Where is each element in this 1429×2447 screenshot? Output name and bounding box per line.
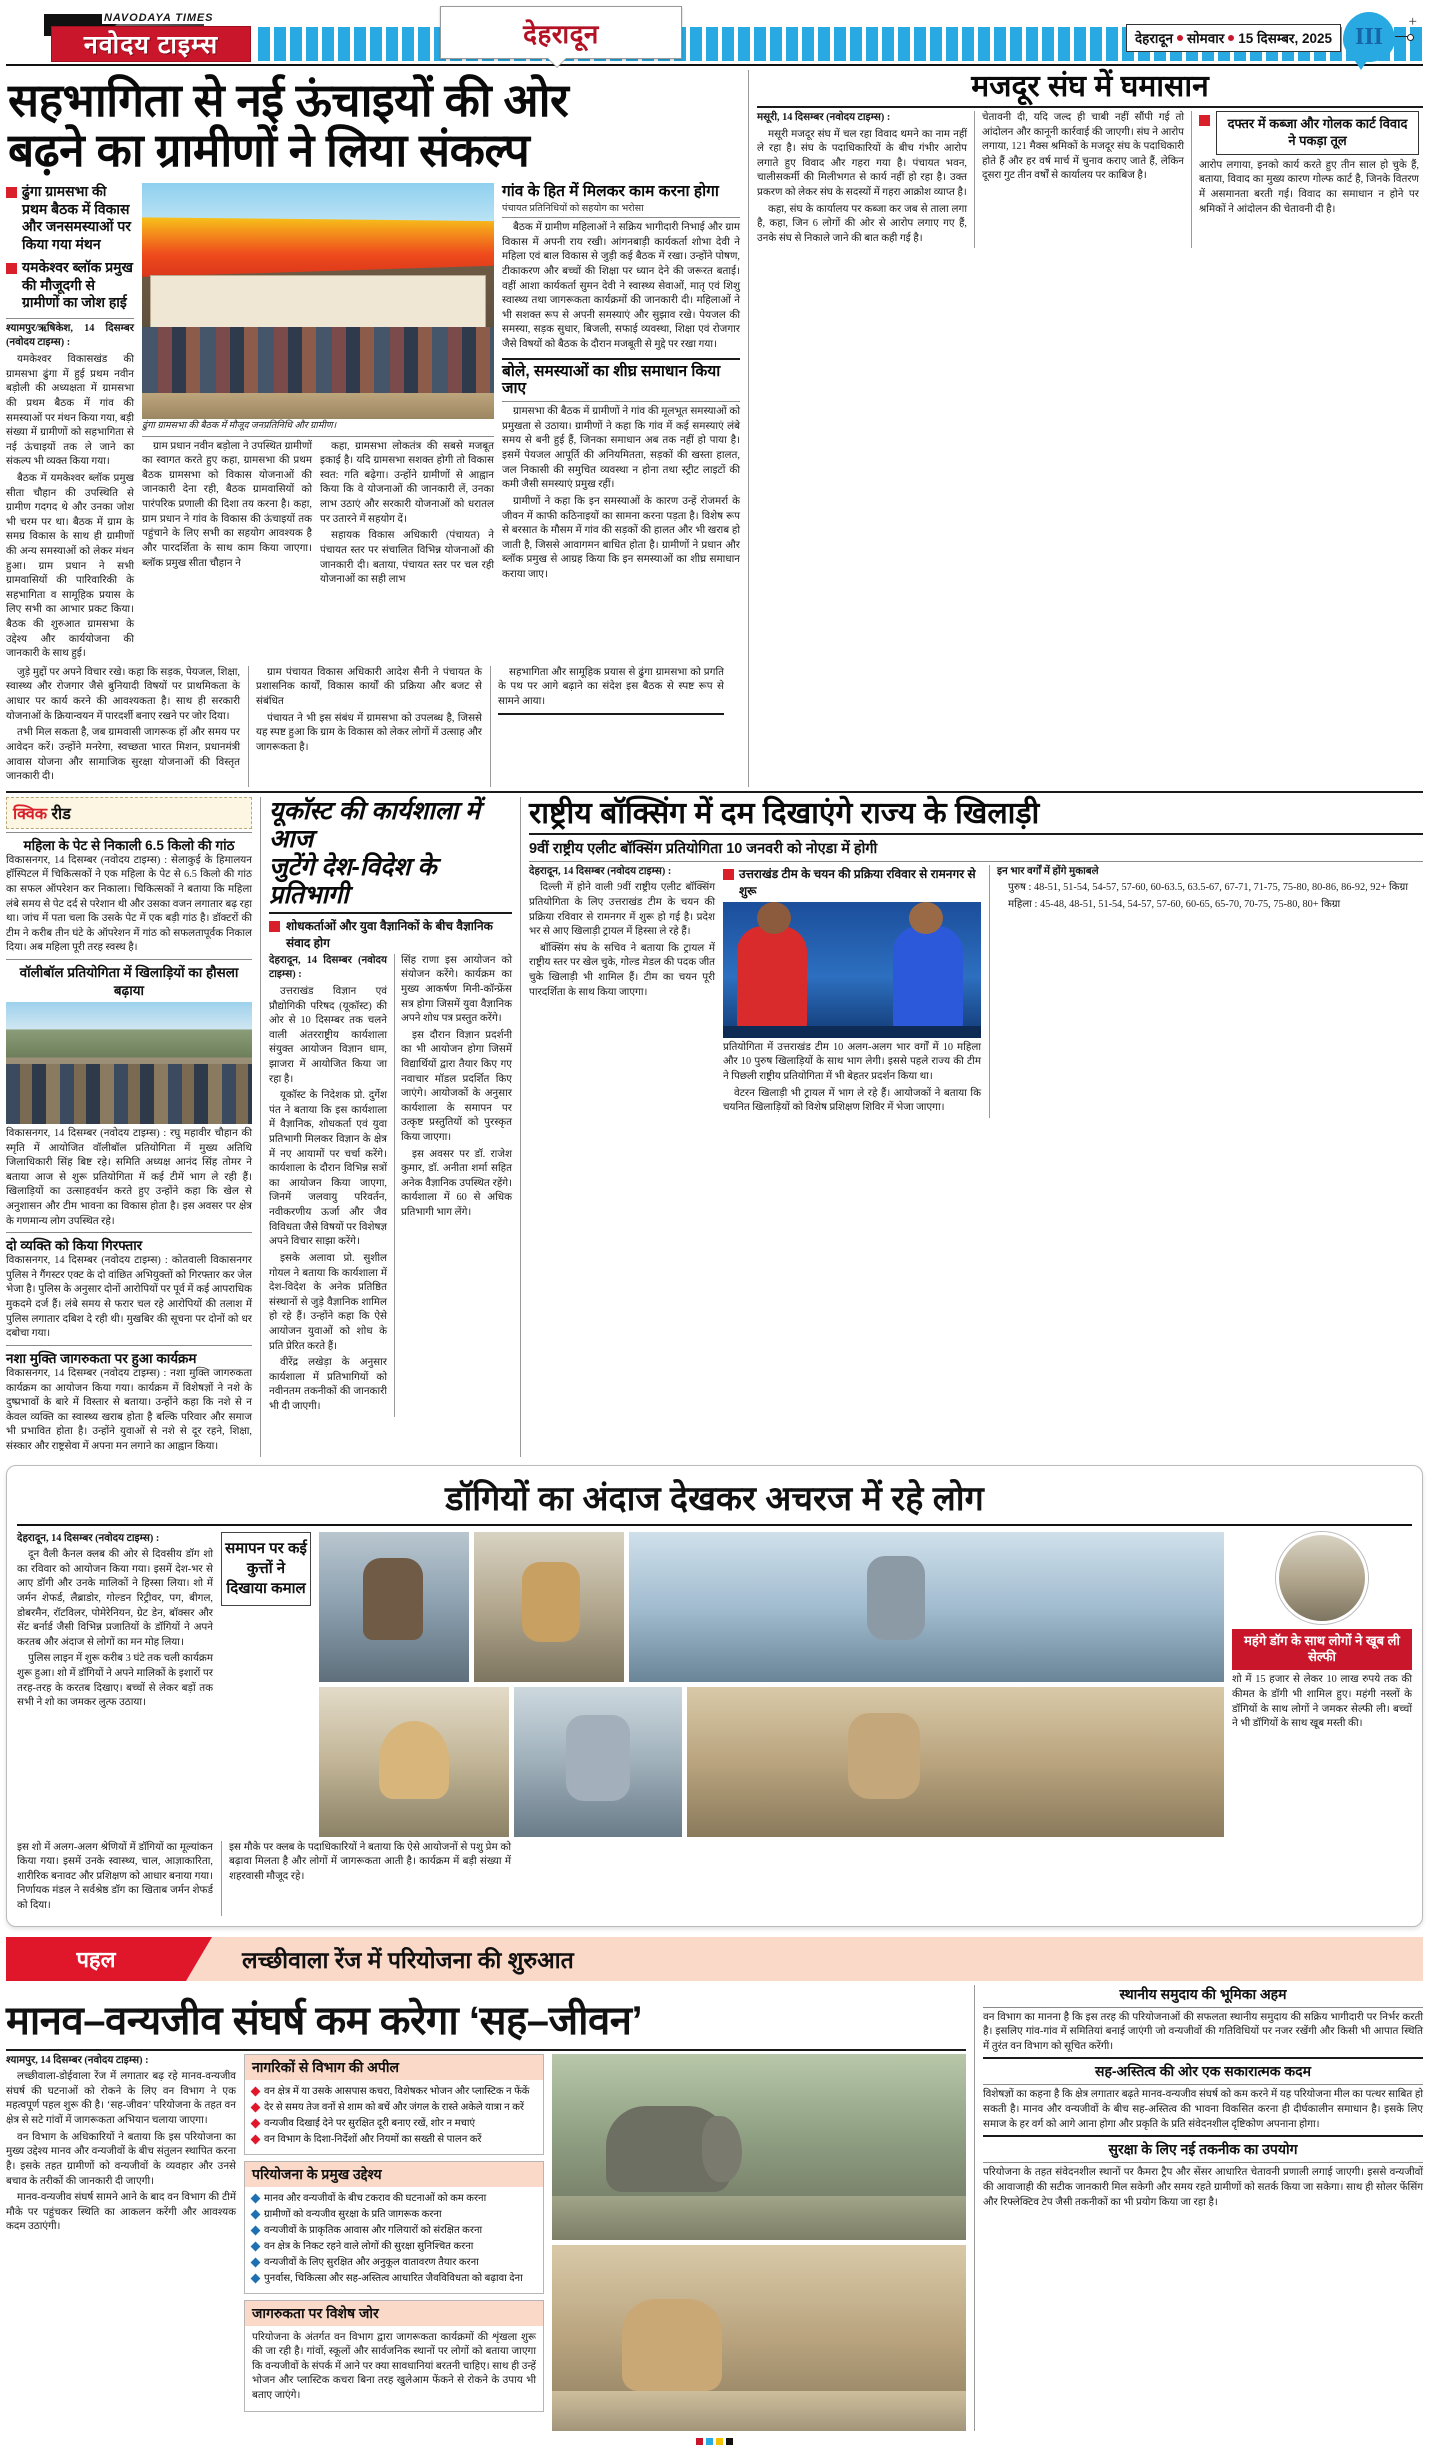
dog-callout-right-title: महंगे डॉग के साथ लोगों ने खूब ली सेल्फी [1232, 1629, 1412, 1671]
divider [983, 2084, 1423, 2085]
pahal-p1: लच्छीवाला-डोईवाला रेंज में लगातार बढ़ रहे मानव-वन्यजीव संघर्ष की घटनाओं को रोकने के लिए वन विभाग ने एक महत्वपूर्ण पहल शुरू की है। ‘सह-जीवन’ परियोजना के तहत वन क्षेत्र से सटे गांवों में जागरूकता अभियान चलाया जाएगा। [6, 2071, 236, 2127]
objective-text: वन्यजीवों के प्राकृतिक आवास और गलियारों को संरक्षित करना [264, 2224, 483, 2236]
dog-callout-left-col [221, 1532, 311, 1837]
sub2-para3: पंचायत ने भी इस संबंध में ग्रामसभा को उपलब्ध है, जिससे यह स्पष्ट हुआ कि ग्राम के विकास को लेकर लोगों में उत्साह और जागरूकता है। [256, 712, 482, 753]
appeal-box [244, 2054, 544, 2155]
ucost-bullet: शोधकर्ताओं और युवा वैज्ञानिकों के बीच वैज्ञानिक संवाद होग [286, 918, 493, 950]
majdoor-col4-text [1199, 159, 1419, 217]
subhead-1-kicker: पंचायत प्रतिनिधियों को सहयोग का भरोसा [502, 203, 644, 215]
dog-circle-photo [1276, 1532, 1368, 1624]
page-number: III [1354, 23, 1384, 50]
dateline-day: सोमवार [1187, 31, 1225, 46]
majdoor-col1-text: मसूरी मजदूर संघ में चल रहा विवाद थमने का नाम नहीं ले रहा है। संघ के पदाधिकारियों के बीच गंभीर आरोप लगाते हुए विवाद और गहरा गया है। पंचायत भवन, चालीसकर्मी की मिलीभगत से कार्य नहीं हो रहा है। उक्त प्रकरण को लेकर संघ के सदस्यों में गहरा आक्रोश व्याप्त है। [757, 128, 967, 199]
bullet-dot-icon [1228, 35, 1234, 41]
pahal-band [6, 1937, 1423, 1981]
boxing-c1: दिल्ली में होने वाली 9वीं राष्ट्रीय एलीट बॉक्सिंग प्रतियोगिता के लिए उत्तराखंड टीम के चयन की प्रक्रिया रविवार से रामनगर में शुरू हो गई है। प्रदेश भर से आए खिलाड़ी ट्रायल में हिस्सा ले रहे हैं। [529, 882, 715, 938]
qr-item2-title: वॉलीबॉल प्रतियोगिता में खिलाड़ियों का हौसला बढ़ाया [19, 965, 239, 998]
objectives-box [244, 2161, 544, 2294]
boxing-col-1 [529, 865, 715, 1118]
dog-dateline: देहरादून, 14 दिसम्बर (नवोदय टाइम्स) : [17, 1532, 160, 1544]
boxing-match-photo [723, 902, 981, 1038]
appeal-item [252, 2133, 536, 2146]
ucost-col-2 [394, 954, 512, 1417]
objectives-box-title: परियोजना के प्रमुख उद्देश्य [245, 2162, 543, 2187]
dog-p2: पुलिस लाइन में शुरू करीब 3 घंटे तक चली कार्यक्रम शुरू हुआ। शो में डॉगियों ने अपने मालिकों के इशारों पर तरह-तरह के करतब दिखाए। बच्चों से लेकर बड़ों तक सभी ने शो का जमकर लुत्फ उठाया। [17, 1653, 213, 1709]
objective-text: मानव और वन्यजीवों के बीच टकराव की घटनाओं को कम करना [264, 2192, 487, 2204]
pahal-p3: मानव-वन्यजीव संघर्ष सामने आने के बाद वन विभाग की टीमें मौके पर पहुंचकर स्थिति का आकलन करेंगी और आवश्यक कदम उठाएंगी। [6, 2192, 236, 2233]
diamond-bullet-icon [251, 2118, 261, 2128]
boxing-subtitle: 9वीं राष्ट्रीय एलीट बॉक्सिंग प्रतियोगिता 10 जनवरी को नोएडा में होगी [529, 840, 878, 857]
boxing-story [520, 797, 1423, 1457]
lead-col3-para3: ग्राम पंचायत विकास अधिकारी आदेश सैनी ने पंचायत के प्रशासनिक कार्यों, विकास कार्यों की प्रक्रिया और बजट से संबंधित [256, 666, 482, 708]
newspaper-logo[interactable] [6, 6, 258, 62]
dog-photo-4 [319, 1687, 509, 1837]
divider [983, 2135, 1423, 2137]
pahal-right-col [974, 1985, 1423, 2431]
appeal-item-text: देर से समय तेज वनों से शाम को बचें और जंगल के रास्ते अकेले यात्रा न करें [264, 2101, 524, 2113]
majdoor-col3-text: चेतावनी दी, यदि जल्द ही चाबी नहीं सौंपी गई तो आंदोलन और कानूनी कार्रवाई की जाएगी। संघ ने आरोप लगाया, 121 मैक्स श्रमिकों के मजदूर संघ के पदाधिकारी होते हैं और हर वर्ष मार्च में चुनाव कराए जाते हैं, लेकिन दूसरा गुट तीन वर्षों से कार्यालय पर काबिज है। [982, 112, 1184, 182]
objective-text: वन्यजीवों के लिए सुरक्षित और अनुकूल वातावरण तैयार करना [264, 2256, 479, 2268]
dog-bottom-col1 [17, 1841, 213, 1916]
divider [983, 2057, 1423, 2059]
boxing-center-body [723, 1041, 981, 1116]
dog-photo-6 [687, 1687, 1224, 1837]
logo-english-name: NAVODAYA TIMES [104, 12, 214, 24]
qr-item4-body: विकासनगर, 14 दिसम्बर (नवोदय टाइम्स) : नशा मुक्ति जागरुकता कार्यक्रम का आयोजन किया गया। कार्यक्रम में विशेषज्ञों ने नशे के दुष्प्रभावों के बारे में विस्तार से बताया। उन्होंने कहा कि नशे से न केवल व्यक्ति का स्वास्थ्य खराब होता है बल्कि परिवार और समाज भी प्रभावित होता है। उन्होंने युवाओं से नशे से दूर रहने, शिक्षा, संस्कार और राष्ट्रसेवा में अपना मन लगाने का आह्वान किया। [6, 1367, 252, 1452]
color-chip-red [696, 2438, 703, 2445]
majdoor-sangh-story [748, 70, 1423, 787]
boxing-weights-men: पुरुष : 48-51, 51-54, 54-57, 57-60, 60-63.5, 63.5-67, 67-71, 71-75, 75-80, 80-86, 86-92, 92+ किग्रा [1008, 882, 1409, 894]
sub1-para1: बैठक में ग्रामीण महिलाओं ने सक्रिय भागीदारी निभाई और ग्राम विकास में अपनी राय रखी। आंगनबाड़ी कार्यकर्ता शोभा देवी ने महिला एवं बाल विकास से जुड़ी कई बैठक में रखा। उन्होंने पोषण, टीकाकरण और बच्चों की शिक्षा पर ध्यान देने की जरूरत बताई। वहीं आशा कार्यकर्ता सुमन देवी ने स्वास्थ्य सेवाओं, मातृ एवं शिशु स्वास्थ्य तथा जागरूकता कार्यक्रमों की जानकारी दी। महिलाओं ने भी सशक्त रूप से अपनी समस्याएं और सुझाव रखे। पेयजल की समस्या, सड़क सुधार, बिजली, सफाई व्यवस्था, शिक्षा एवं रोजगार जैसे विषयों को बैठक के दौरान मजबूती से मुद्दे पर रखा गया। [502, 222, 740, 351]
objective-item [252, 2208, 536, 2221]
lead-dateline: श्यामपुर/ऋषिकेश, 14 दिसम्बर (नवोदय टाइम्स) : [6, 322, 134, 349]
lead-story [6, 70, 740, 787]
divider [757, 106, 1423, 108]
bottom-section [6, 1985, 1423, 2431]
ucost-r1: सिंह राणा इस आयोजन को संयोजन करेंगे। कार्यक्रम का मुख्य आकर्षण मिनी-कॉन्फ्रेंस सत्र होगा जिसमें युवा वैज्ञानिक अपने शोध पत्र प्रस्तुत करेंगे। [401, 954, 512, 1025]
qr-item4-title: नशा मुक्ति जागरुकता पर हुआ कार्यक्रम [6, 1350, 197, 1366]
logo-red-box [51, 26, 251, 62]
appeal-item [252, 2085, 536, 2098]
focus-box-title: जागरुकता पर विशेष जोर [245, 2301, 543, 2326]
masthead-rule [6, 64, 1423, 66]
lead-lower-col3 [490, 666, 724, 787]
ucost-dateline: देहरादून, 14 दिसम्बर (नवोदय टाइम्स) : [269, 954, 387, 981]
lead-lower-col1 [6, 666, 240, 787]
dateline-date: 15 दिसम्बर, 2025 [1238, 31, 1332, 46]
section-divider [6, 791, 1423, 793]
majdoor-headline: मजदूर संघ में घमासान [971, 70, 1209, 103]
footer-registration-marks [6, 2437, 1423, 2447]
connector-tick-icon [1395, 36, 1409, 37]
logo-hindi-name: नवोदय टाइम्स [83, 31, 219, 59]
qr-item3-title: दो व्यक्ति को किया गिरफ्तार [6, 1238, 143, 1254]
sub2-para1: ग्रामसभा की बैठक में ग्रामीणों ने गांव की मूलभूत समस्याओं को प्रमुखता से उठाया। ग्रामीणों ने कहा कि गांव में कई समस्याएं लंबे समय से बनी हुई हैं, जिनका समाधान अब तक नहीं हो पाया है। इसमें पेयजल आपूर्ति की अनियमितता, सड़कों की खस्ता हालत, जल निकासी की समुचित व्यवस्था न होना तथा स्ट्रीट लाइटों की कमी जैसी समस्याएं प्रमुख रहीं। [502, 406, 740, 491]
diamond-bullet-icon [251, 2257, 261, 2267]
city-edition-name: देहरादून [523, 18, 599, 49]
ucost-col-1 [269, 954, 387, 1417]
boxing-dateline: देहरादून, 14 दिसम्बर (नवोदय टाइम्स) : [529, 865, 672, 877]
dog-callout-right-body: शो में 15 हजार से लेकर 10 लाख रुपये तक की कीमत के डॉगी भी शामिल हुए। महंगी नस्लों के डॉगियों के साथ लोगों ने जमकर सेल्फी ली। बच्चों ने भी डॉगियों के साथ खूब मस्ती की। [1232, 1674, 1412, 1730]
divider [142, 436, 494, 437]
majdoor-col2-text: कहा, संघ के कार्यालय पर कब्जा कर जब से ताला लगा है, कहा, जिन 6 लोगों की ओर से आरोप लगाए गए हैं, उनके संघ से निकाले जाने की बात कही गई है। [757, 203, 967, 244]
majdoor-col-3 [1191, 111, 1419, 248]
objective-item [252, 2272, 536, 2285]
ucost-headline-line2: जुटेंगे देश-विदेश के प्रतिभागी [269, 852, 437, 909]
top-section [6, 70, 1423, 787]
quick-read-column [6, 797, 252, 1457]
lead-lower-row [6, 666, 740, 787]
diamond-bullet-icon [251, 2209, 261, 2219]
diamond-bullet-icon [251, 2102, 261, 2112]
quick-read-box [6, 797, 252, 829]
crop-mark-icon: + [1408, 14, 1417, 30]
subarticle-1-body [502, 221, 740, 352]
appeal-item-text: वन क्षेत्र में या उसके आसपास कचरा, विशेषकर भोजन और प्लास्टिक न फेंकें [264, 2085, 530, 2097]
pahal-headline: मानव–वन्यजीव संघर्ष कम करेगा ‘सह–जीवन’ [6, 1998, 643, 2043]
appeal-item-text: वन्यजीव दिखाई देने पर सुरक्षित दूरी बनाए रखें, शोर न मचाएं [264, 2117, 476, 2129]
divider [6, 1232, 252, 1233]
dog-p1: दून वैली कैनल क्लब की ओर से दिवसीय डॉग शो का रविवार को आयोजन किया गया। इसमें देश-भर से आए डॉगी और उनके मालिकों ने हिस्सा लिया। शो में जर्मन शेफर्ड, लैब्राडोर, गोल्डन रिट्रीवर, पग, बीगल, डोबरमैन, रॉटविलर, पोमेरेनियन, ग्रेट डेन, बॉक्सर और सेंट बर्नार्ड जैसी विभिन्न प्रजातियों के डॉगियों ने अपने करतब और अंदाज से लोगों का मन मोह लिया। [17, 1549, 213, 1648]
diamond-bullet-icon [251, 2134, 261, 2144]
divider [529, 833, 1423, 835]
pahal-photo-col [552, 2054, 966, 2431]
color-chip-black [726, 2438, 733, 2445]
divider [502, 358, 740, 360]
diamond-bullet-icon [251, 2241, 261, 2251]
masthead [6, 0, 1423, 62]
right1-body: वन विभाग का मानना है कि इस तरह की परियोजनाओं की सफलता स्थानीय समुदाय की सक्रिय भागीदारी पर निर्भर करती है। इसलिए गांव-गांव में समितियां बनाई जाएंगी जो वन्यजीवों की गतिविधियों पर नजर रखेंगी और किसी भी आपात स्थिति में तुरंत वन विभाग को सूचित करेंगी। [983, 2011, 1423, 2052]
ucost-r2: इस दौरान विज्ञान प्रदर्शनी का भी आयोजन होगा जिसमें विद्यार्थियों द्वारा तैयार किए गए नवाचार मॉडल प्रदर्शित किए जाएंगे। आयोजकों के अनुसार कार्यशाला के समापन पर उत्कृष्ट प्रस्तुतियों को पुरस्कृत किया जाएगा। [401, 1029, 512, 1144]
ucost-headline-line1: यूकॉस्ट की कार्यशाला में आज [269, 796, 481, 853]
divider [498, 713, 724, 715]
majdoor-col-2 [974, 111, 1184, 248]
masthead-dateline [1126, 24, 1341, 52]
objective-item [252, 2240, 536, 2253]
objective-item [252, 2192, 536, 2205]
dog-photo-3 [629, 1532, 1224, 1682]
qr-item3-body: विकासनगर, 14 दिसम्बर (नवोदय टाइम्स) : कोतवाली विकासनगर पुलिस ने गैंगस्टर एक्ट के दो वांछित अभियुक्तों को गिरफ्तार कर जेल भेजा है। पुलिस के अनुसार दोनों आरोपियों पर पूर्व में कई आपराधिक मुकदमे दर्ज हैं। लंबे समय से फरार चल रहे आरोपियों की तलाश में पुलिस लगातार दबिश दे रही थी। मुखबिर की सूचना पर दोनों को धर दबोचा गया। [6, 1255, 252, 1340]
divider [983, 2007, 1423, 2008]
lead-bullet-list [6, 183, 134, 664]
majdoor-callout: दफ्तर में कब्जा और गोलक कार्ट विवाद ने पकड़ा तूल [1216, 111, 1419, 155]
dog-p4: इस मौके पर क्लब के पदाधिकारियों ने बताया कि ऐसे आयोजनों से पशु प्रेम को बढ़ावा मिलता है और लोगों में जागरूकता आती है। कार्यक्रम में बड़ी संख्या में शहरवासी मौजूद रहे। [229, 1841, 511, 1882]
lead-column-3 [502, 183, 740, 664]
appeal-item-text: वन विभाग के दिशा-निर्देशों और नियमों का सख्ती से पालन करें [264, 2133, 482, 2145]
objective-text: वन क्षेत्र के निकट रहने वाले लोगों की सुरक्षा सुनिश्चित करना [264, 2240, 474, 2252]
sub1-para2: सहभागिता और सामूहिक प्रयास से ढुंगा ग्रामसभा को प्रगति के पथ पर आगे बढ़ाने का संदेश इस बैठक से स्पष्ट रूप से सामने आया। [498, 666, 724, 708]
pahal-dateline: श्यामपुर, 14 दिसम्बर (नवोदय टाइम्स) : [6, 2054, 149, 2066]
page-number-bubble [1343, 12, 1395, 62]
lead-column-2b [320, 440, 494, 590]
subarticle-2-body [502, 405, 740, 582]
focus-box [244, 2300, 544, 2412]
majdoor-col4-para: आरोप लगाया, इनको कार्य करते हुए तीन साल हो चुके हैं, बताया, विवाद का मुख्य कारण गोल्फ कार्ट है, जिनके वितरण में असमानता बरती गई। विवाद का समाधान न होने पर श्रमिकों ने आंदोलन की चेतावनी दी है। [1199, 159, 1419, 215]
qr-item2-body: विकासनगर, 14 दिसम्बर (नवोदय टाइम्स) : रघु महावीर चौहान की स्मृति में आयोजित वॉलीबॉल प्रतियोगिता में मुख्य अतिथि जिलाधिकारी सिंह बिष्ट रहे। समिति अध्यक्ष आनंद सिंह तोमर ने बताया आज से शुरू प्रतियोगिता में कई टीमें भाग ले रही हैं। खिलाड़ियों का उत्साहवर्धन करते हुए उन्होंने कहा कि खेल से अनुशासन और टीम भावना का विकास होता है। इस अवसर पर क्षेत्र के गणमान्य लोग उपस्थित रहे। [6, 1128, 252, 1227]
dog-callout-right-col [1232, 1532, 1412, 1837]
divider [6, 318, 134, 319]
divider [6, 832, 252, 833]
dog-bottom-col2 [221, 1841, 511, 1916]
volleyball-photo [6, 1002, 252, 1124]
lead-bullet-text: यमकेश्वर ब्लॉक प्रमुख की मौजूदगी से ग्रामीणों का जोश हाई [22, 259, 134, 311]
divider [983, 2162, 1423, 2163]
lead-column-1 [6, 322, 134, 662]
divider [6, 959, 252, 960]
diamond-bullet-icon [251, 2193, 261, 2203]
lead-bullet-item [6, 183, 134, 253]
dog-text-col [17, 1532, 213, 1837]
objective-item [252, 2224, 536, 2237]
lead-col2-para1: ग्राम प्रधान नवीन बड़ोला ने उपस्थित ग्रामीणों का स्वागत करते हुए कहा, ग्रामसभा की प्रथम बैठक ग्रामसभा को विकास योजनाओं की जानकारी देना रही, बैठक ग्रामवासियों को पारंपरिक प्रणाली की दिशा तय करना है। कहा, ग्राम प्रधान ने गांव के विकास की ऊंचाइयों तक पहुंचाने के लिए सभी का सहयोग आवश्यक है और पारदर्शिता के साथ काम किया जाएगा। ब्लॉक प्रमुख सीता चौहान ने [142, 440, 312, 569]
appeal-box-title: नागरिकों से विभाग की अपील [245, 2055, 543, 2080]
lead-col1-para2: बैठक में यमकेश्वर ब्लॉक प्रमुख सीता चौहान की उपस्थिति से ग्रामीण गदगद थे और उनका जोश भी चरम पर था। बैठक में ग्राम के समग्र विकास के साथ ही ग्रामीणों की अन्य समस्याओं को लेकर मंथन हुआ। ग्राम प्रधान ने सभी ग्रामवासियों की पारिवारिकी के सहभागिता व सामूहिक प्रयास के लिए सभी का आभार प्रकट किया। बैठक की शुरुआत ग्रामसभा के उद्देश्य और कार्ययोजना की जानकारी के साथ हुई। [6, 472, 134, 660]
color-chip-cyan [706, 2438, 713, 2445]
majdoor-dateline: मसूरी, 14 दिसम्बर (नवोदय टाइम्स) : [757, 112, 891, 123]
color-chip-yellow [716, 2438, 723, 2445]
diamond-bullet-icon [251, 2225, 261, 2235]
red-square-bullet-icon [723, 869, 734, 880]
lead-bullet-item [6, 259, 134, 312]
pahal-col-1 [6, 2054, 236, 2431]
red-square-bullet-icon [6, 187, 17, 198]
boxing-c4: वेटरन खिलाड़ी भी ट्रायल में भाग ले रहे हैं। आयोजकों ने बताया कि चयनित खिलाड़ियों को विशेष प्रशिक्षण शिविर में भेजा जाएगा। [723, 1087, 981, 1114]
red-square-bullet-icon [269, 921, 280, 932]
dog-p3: इस शो में अलग-अलग श्रेणियों में डॉगियों का मूल्यांकन किया गया। इसमें उनके स्वास्थ्य, चाल, आज्ञाकारिता, शारीरिक बनावट और प्रशिक्षण को आधार बनाया गया। निर्णायक मंडल ने सर्वश्रेष्ठ डॉग का खिताब जर्मन शेफर्ड को दिया। [17, 1841, 213, 1912]
dog-photo-1 [319, 1532, 469, 1682]
divider [502, 401, 740, 402]
appeal-item [252, 2117, 536, 2130]
sub2-para2: ग्रामीणों ने कहा कि इन समस्याओं के कारण उन्हें रोजमर्रा के जीवन में काफी कठिनाइयों का सामना करना पड़ता है। विशेष रूप से बरसात के मौसम में गांव की सड़कों की हालत और भी खराब हो जाती है, जिससे आवागमन बाधित होता है। ग्रामीणों ने प्रधान और ब्लॉक प्रमुख से आग्रह किया कि इन समस्याओं का शीघ्र समाधान कराया जाए। [502, 495, 740, 580]
dog-photo-5 [514, 1687, 682, 1837]
right1-title: स्थानीय समुदाय की भूमिका अहम [1119, 1985, 1287, 2002]
lead-top-row [6, 183, 740, 664]
objective-item [252, 2256, 536, 2269]
diamond-bullet-icon [251, 2086, 261, 2096]
dog-callout-left: समापन पर कई कुत्तों ने दिखाया कमाल [221, 1532, 311, 1607]
quick-read-tag [13, 806, 71, 823]
ucost-r3: इस अवसर पर डॉ. राजेश कुमार, डॉ. अनीता शर्मा सहित अनेक वैज्ञानिक उपस्थित रहेंगे। कार्यशाला में 60 से अधिक प्रतिभागी भाग लेंगे। [401, 1148, 512, 1219]
boxing-c3: प्रतियोगिता में उत्तराखंड टीम 10 अलग-अलग भार वर्गों में 10 महिला और 10 पुरुष खिलाड़ियों के साथ भाग लेगी। इससे पहले राज्य की टीम ने पिछली राष्ट्रीय प्रतियोगिता में भी बेहतर प्रदर्शन किया था। [723, 1041, 981, 1082]
dog-photo-collage [319, 1532, 1224, 1837]
lead-col2-para2: कहा, ग्रामसभा लोकतंत्र की सबसे मजबूत इकाई है। यदि ग्रामसभा सशक्त होगी तो विकास स्वत: गति बढ़ेगा। उन्होंने ग्रामीणों से आह्वान किया कि वे योजनाओं की जानकारी लें, उनका लाभ उठाएं और सरकारी योजनाओं को धरातल पर उतारने में सहयोग दें। [320, 440, 494, 525]
dog-photo-2 [474, 1532, 624, 1682]
elephant-photo [552, 2054, 966, 2240]
lead-bullet-text: ढुंगा ग्रामसभा की प्रथम बैठक में विकास और जनसमस्याओं पर किया गया मंथन [22, 183, 131, 252]
objective-text: पुनर्वास, चिकित्सा और सह-अस्तित्व आधारित जैवविविधता को बढ़ावा देना [264, 2272, 523, 2284]
boxing-weights-intro: इन भार वर्गों में होंगे मुकाबले [997, 865, 1099, 877]
lead-lower-col2 [248, 666, 482, 787]
boxing-weights-col [989, 865, 1423, 1118]
lead-headline-line2: बढ़ने का ग्रामीणों ने लिया संकल्प [8, 123, 530, 176]
pahal-main [6, 1985, 966, 2431]
boxing-callout: उत्तराखंड टीम के चयन की प्रक्रिया रविवार से रामनगर से शुरू [739, 866, 976, 898]
boxing-headline: राष्ट्रीय बॉक्सिंग में दम दिखाएंगे राज्य के खिलाड़ी [529, 796, 1040, 830]
dateline-city: देहरादून [1135, 31, 1174, 46]
divider [6, 2049, 966, 2051]
right2-body: विशेषज्ञों का कहना है कि क्षेत्र लगातार बढ़ते मानव-वन्यजीव संघर्ष को कम करने में यह परियोजना मील का पत्थर साबित हो सकती है। मानव और वन्यजीवों के बीच सह-अस्तित्व की भावना विकसित करना ही दीर्घकालीन समाधान है। इसके लिए समाज के हर वर्ग को आगे आना होगा और प्रकृति के प्रति संवेदनशील दृष्टिकोण अपनाना होगा। [983, 2089, 1423, 2130]
ucost-p3: इसके अलावा प्रो. सुशील गोयल ने बताया कि कार्यशाला में देश-विदेश के अनेक प्रतिष्ठित संस्थानों से जुड़े वैज्ञानिक शामिल हो रहे हैं। उन्होंने कहा कि ऐसे आयोजन युवाओं को शोध के प्रति प्रेरित करते हैं। [269, 1252, 387, 1352]
dog-pahal-photo [552, 2245, 966, 2431]
subhead-2: बोले, समस्याओं का शीघ्र समाधान किया जाए [502, 362, 721, 398]
right3-title: सुरक्षा के लिए नई तकनीक का उपयोग [1108, 2141, 1298, 2158]
lead-col1-para1: यमकेश्वर विकासखंड की ग्रामसभा ढुंगा में हुई प्रथम नवीन बड़ोली की अध्यक्षता में ग्रामसभा की प्रथम बैठक में गांव की समस्याओं पर मंथन किया गया, बड़ी संख्या में ग्रामीणों को सहभागिता से नई ऊंचाइयों तक ले जाने का संकल्प भी व्यक्त किया गया। [6, 354, 134, 468]
divider [269, 912, 512, 914]
pahal-subtitle: लच्छीवाला रेंज में परियोजना की शुरुआत [242, 1946, 574, 1973]
pahal-tag: पहल [6, 1937, 186, 1981]
quick-read-tag-a: क्विक [13, 805, 48, 823]
divider [502, 217, 740, 218]
city-edition-flag [440, 6, 682, 59]
lead-col3-para2: तभी मिल सकता है, जब ग्रामवासी जागरूक हों और समय पर आवेदन करें। उन्होंने मनरेगा, स्वच्छता भारत मिशन, प्रधानमंत्री आवास योजना और सामाजिक सुरक्षा योजनाओं की विस्तृत जानकारी दी। [6, 727, 240, 783]
dog-show-panel [6, 1465, 1423, 1927]
quick-read-tag-b: रीड [51, 805, 71, 823]
middle-section [6, 797, 1423, 1457]
right3-body: परियोजना के तहत संवेदनशील स्थानों पर कैमरा ट्रैप और सेंसर आधारित चेतावनी प्रणाली लगाई जाएगी। इससे वन्यजीवों की आवाजाही की सटीक जानकारी मिल सकेगी और समय रहते ग्रामीणों को सतर्क किया जा सकेगा। साथ ही सोलर फेंसिंग और रिफ्लेक्टिव टेप जैसी तकनीकों का भी प्रयोग किया जा रहा है। [983, 2167, 1423, 2208]
lead-headline-line1: सहभागिता से नई ऊंचाइयों की ओर [8, 74, 569, 126]
lead-column-2 [142, 440, 312, 590]
ucost-p1: उत्तराखंड विज्ञान एवं प्रौद्योगिकी परिषद (यूकॉस्ट) की ओर से 10 दिसम्बर तक चलने वाली अंतरराष्ट्रीय कार्यशाला संयुक्त आयोजन विज्ञान धाम, झाजरा में आयोजित किया जा रहा है। [269, 985, 387, 1085]
lead-headline-block [6, 70, 740, 179]
ucost-p2: यूकॉस्ट के निदेशक प्रो. दुर्गेश पंत ने बताया कि इस कार्यशाला में वैज्ञानिक, शोधकर्ता एवं युवा प्रतिभागी मिलकर विज्ञान के क्षेत्र में नए आयामों पर चर्चा करेंगे। कार्यशाला के दौरान विभिन्न सत्रों का आयोजन किया जाएगा, जिनमें जलवायु परिवर्तन, नवीकरणीय ऊर्जा और जैव विविधता जैसे विषयों पर विशेषज्ञ अपने विचार साझा करेंगे। [269, 1090, 387, 1248]
divider [6, 1345, 252, 1346]
dog-show-headline: डॉगियों का अंदाज देखकर अचरज में रहे लोग [445, 1479, 984, 1518]
appeal-item [252, 2101, 536, 2114]
red-square-bullet-icon [6, 263, 17, 274]
diamond-bullet-icon [251, 2273, 261, 2283]
lead-col3-para1: जुड़े मुद्दों पर अपने विचार रखे। कहा कि सड़क, पेयजल, शिक्षा, स्वास्थ्य और रोजगार जैसे बुनियादी विषयों पर प्राथमिकता के आधार पर कार्य करने की आवश्यकता है। साथ ही सरकारी योजनाओं के क्रियान्वयन में पारदर्शी बनाए रखने पर जोर दिया। [6, 666, 240, 722]
lead-photo-block [142, 183, 494, 664]
ucost-p4: वीरेंद्र लखेड़ा के अनुसार कार्यशाला में प्रतिभागियों को नवीनतम तकनीकों की जानकारी भी दी जाएगी। [269, 1357, 387, 1413]
lead-photo-caption: ढुंगा ग्रामसभा की बैठक में मौजूद जनप्रतिनिधि और ग्रामीण। [142, 421, 337, 432]
objective-text: ग्रामीणों को वन्यजीव सुरक्षा के प्रति जागरूक करना [264, 2208, 442, 2220]
boxing-center [723, 865, 981, 1118]
qr-item1-body: विकासनगर, 14 दिसम्बर (नवोदय टाइम्स) : सेलाकुई के हिमालयन हॉस्पिटल में चिकित्सकों ने एक महिला के पेट से 6.5 किलो की गांठ का सफल ऑपरेशन कर निकाला। चिकित्सकों ने बताया कि महिला लंबे समय से पेट दर्द से परेशान थी और उसका वजन लगातार बढ़ रहा था। जांच में पता चला कि उसके पेट में एक बड़ी गांठ है। डॉक्टरों की टीम ने करीब तीन घंटे के ऑपरेशन में गांठ को सफलतापूर्वक निकाल दिया। अब महिला पूरी तरह स्वस्थ है। [6, 854, 252, 954]
gram-sabha-meeting-photo [142, 183, 494, 419]
bullet-dot-icon [1177, 35, 1183, 41]
qr-item1-title: महिला के पेट से निकाली 6.5 किलो की गांठ [23, 837, 235, 853]
subhead-1: गांव के हित में मिलकर काम करना होगा [502, 183, 719, 201]
lead-col2-para3: सहायक विकास अधिकारी (पंचायत) ने पंचायत स्तर पर संचालित विभिन्न योजनाओं की जानकारी दी। बताया, पंचायत स्तर पर चल रही योजनाओं का सही लाभ [320, 530, 494, 586]
red-square-bullet-icon [1199, 115, 1210, 126]
divider [529, 861, 1423, 862]
pahal-boxes-col [244, 2054, 544, 2431]
pahal-p2: वन विभाग के अधिकारियों ने बताया कि इस परियोजना का मुख्य उद्देश्य मानव और वन्यजीवों के बीच संतुलन स्थापित करना है। इसके तहत ग्रामीणों को वन्यजीवों के व्यवहार और उनसे बचाव के तरीकों की जानकारी दी जाएगी। [6, 2131, 236, 2187]
ucost-story [260, 797, 512, 1457]
majdoor-col-1 [757, 111, 967, 248]
boxing-c2: बॉक्सिंग संघ के सचिव ने बताया कि ट्रायल में राष्ट्रीय स्तर पर खेल चुके, गोल्ड मेडल की पदक जीत चुके खिलाड़ी भी शामिल हैं। टीम का चयन पूरी पारदर्शिता के साथ किया जाएगा। [529, 942, 715, 998]
right2-title: सह-अस्तित्व की ओर एक सकारात्मक कदम [1095, 2063, 1311, 2080]
boxing-weights-women: महिला : 45-48, 48-51, 51-54, 54-57, 57-60, 60-65, 65-70, 70-75, 75-80, 80+ किग्रा [1008, 898, 1341, 910]
divider [17, 1524, 1412, 1526]
focus-box-body: परियोजना के अंतर्गत वन विभाग द्वारा जागरूकता कार्यक्रमों की शृंखला शुरू की जा रही है। गांवों, स्कूलों और सार्वजनिक स्थानों पर लोगों को बताया जाएगा कि वन्यजीवों के संपर्क में आने पर क्या सावधानियां बरतनी चाहिए। साथ ही उन्हें भोजन और प्लास्टिक कचरा बिना तरह खुलेआम फेंकने से रोकने के उपाय भी बताए जाएंगे। [252, 2331, 536, 2402]
